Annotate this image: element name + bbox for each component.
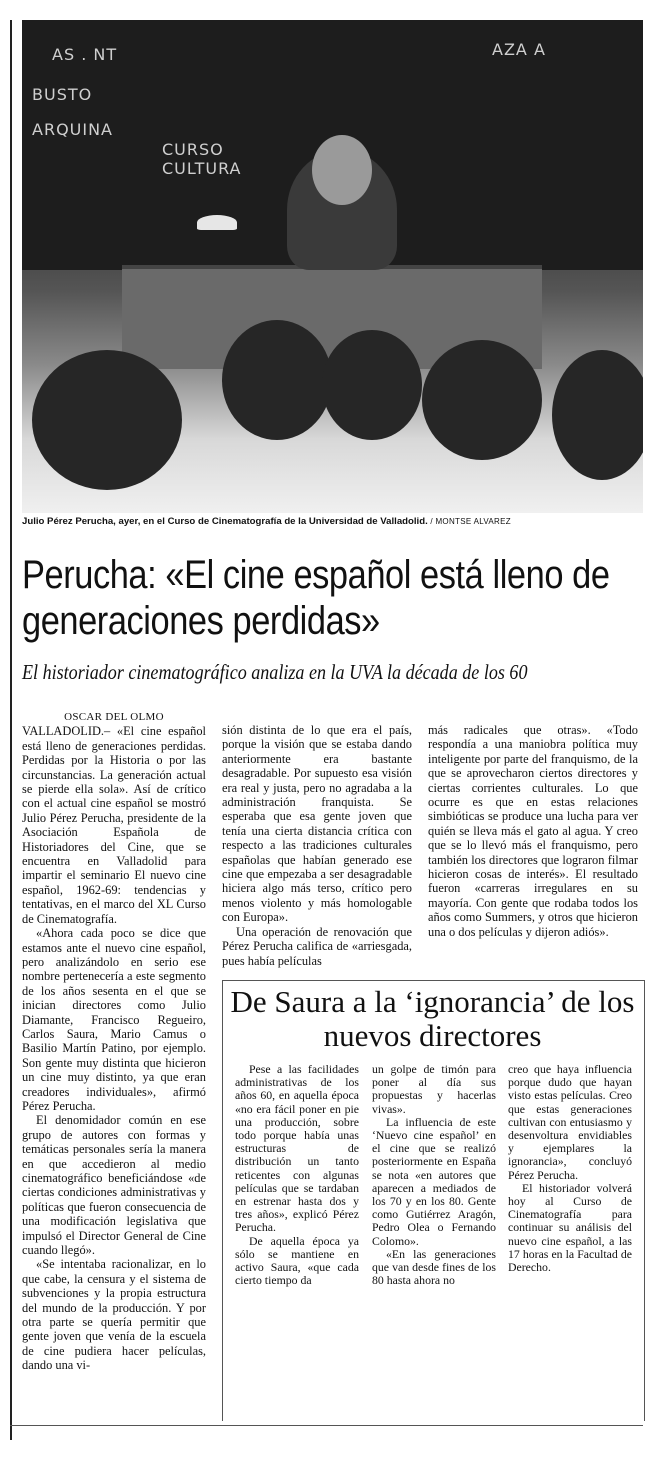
- sidebar-title: De Saura a la ‘ignorancia’ de los nuevos directores: [230, 984, 635, 1053]
- chalk-writing-1: AS . NT: [52, 45, 118, 64]
- chalk-writing-4: CURSO CULTURA: [162, 140, 242, 178]
- paragraph: «Se intentaba racionalizar, en lo que cabe, la censura y el sistema de subvenciones y la propia estructura del mundo de la producción. Y por otra parte se quería permitir que gente joven que venía de la escuela de cine pudiera hacer películas, dando una vi-: [22, 1257, 206, 1373]
- audience-head: [322, 330, 422, 440]
- chalk-writing-3: ARQUINA: [32, 120, 113, 139]
- chalk-writing-5: AZA A: [492, 40, 546, 59]
- article-column-3: [428, 723, 638, 939]
- audience-head: [222, 320, 332, 440]
- speaker-head: [312, 135, 372, 205]
- paragraph: Una operación de renovación que Pérez Perucha califica de «arriesgada, pues había películas: [222, 924, 412, 968]
- audience-head: [32, 350, 182, 490]
- paragraph: más radicales que otras». «Todo respondía a una maniobra política muy inteligente por parte del franquismo, de la que se aprovecharon ciertos directores y ciertas corrientes culturales. Lo que ocurre es que en estas relaciones simbióticas se produce una lucha para ver quién se lleva más el gato al agua. Y creo que se lo llevó más el franquismo, pero también los directores que lograron filmar hicieron cosas de interés». El resultado fueron «carreras irregulares en su mayoría. Con gente que rodaba todos los años como Summers, y otros que hicieron una o dos películas y dijeron adiós».: [428, 723, 638, 939]
- paragraph: De aquella época ya sólo se mantiene en activo Saura, «que cada cierto tiempo da: [235, 1233, 359, 1288]
- left-column-rule: [10, 20, 12, 1440]
- paragraph: Pese a las facilidades administrativas de los años 60, en aquella época «no era fácil poner en pie una producción, sobre todo porque había unas estructuras de distribución un tanto reticentes con algunas películas que se tardaban en estrenar hasta dos y tres años», explicó Pérez Perucha.: [235, 1062, 359, 1235]
- sidebar-column-1: [235, 1063, 359, 1287]
- chalk-writing-2: BUSTO: [32, 85, 93, 104]
- news-photo: [22, 20, 643, 513]
- audience-head: [422, 340, 542, 460]
- subheadline: El historiador cinematográfico analiza en la UVA la década de los 60: [22, 660, 528, 684]
- article-column-2: [222, 723, 412, 968]
- paragraph: creo que haya influencia porque dudo que hayan visto estas películas. Creo que estas generaciones cultivan con entusiasmo y desenvoltura envidiables y ejemplares la ignorancia», concluyó Pérez Perucha.: [508, 1062, 632, 1182]
- desk-lamp: [197, 215, 237, 230]
- paragraph: La influencia de este ‘Nuevo cine español’ en el cine que se realizó posteriormente en España se nota «en autores que aparecen a mediados de los 70 y en los 80. Gente como Gutiérrez Aragón, Pedro Olea o Fernando Colomo».: [372, 1114, 496, 1248]
- audience-head: [552, 350, 643, 480]
- bottom-rule: [10, 1425, 643, 1426]
- paragraph: El historiador volverá hoy al Curso de Cinematografía para continuar su análisis del nuevo cine español, a las 17 horas en la Facultad de Derecho.: [508, 1180, 632, 1275]
- paragraph: un golpe de timón para poner al día sus propuestas y hacerlas vivas».: [372, 1062, 496, 1116]
- photo-credit: / MONTSE ALVAREZ: [430, 517, 511, 526]
- article-column-1: [22, 710, 206, 1373]
- paragraph: sión distinta de lo que era el país, porque la visión que se estaba dando anteriormente era bastante desagradable. Por supuesto esa visión era real y justa, pero no agradaba a la administración franquista. Se esperaba que esa gente joven que tenía una cierta distancia crítica con respecto a las tradiciones culturales españolas que habían generado ese cine que empezaba a ser desagradable hiciera algo más terso, crítico pero menos violento y más homologable con Europa».: [222, 723, 412, 925]
- caption-text: Julio Pérez Perucha, ayer, en el Curso de Cinematografía de la Universidad de Valladolid.: [22, 516, 428, 527]
- sidebar-column-2: [372, 1063, 496, 1287]
- paragraph: El denomidador común en ese grupo de autores con formas y temáticas personales sería la manera en que accedieron al medio cinematográfico beneficiándose «de ciertas condiciones administrativas y políticas que fueron consecuencia de una modificación legislativa que impulsó el Director General de Cine cuando llegó».: [22, 1113, 206, 1258]
- headline: Perucha: «El cine español está lleno de generaciones perdidas»: [22, 553, 610, 643]
- paragraph: «Ahora cada poco se dice que estamos ante el nuevo cine español, pero analizándolo en serio ese nombre pertenecería a este segmento de los años sesenta en el que se inician directores como Julio Diamante, Francisco Regueiro, Carlos Saura, Mario Camus o Basilio Martín Patino, por ejemplo. Son gente muy distinta que hicieron un cine muy distinto, ya que eran creadores individuales», afirmó Pérez Perucha.: [22, 926, 206, 1113]
- photo-caption: [22, 516, 643, 527]
- byline: OSCAR DEL OLMO: [64, 711, 164, 723]
- sidebar-column-3: [508, 1063, 632, 1274]
- paragraph: «En las generaciones que van desde fines de los 80 hasta ahora no: [372, 1246, 496, 1288]
- paragraph: VALLADOLID.– «El cine español está lleno de generaciones perdidas. Perdidas por la Historia o por las circunstancias. La generación actual se pierde ella sola». Así de crítico con el actual cine español se mostró Julio Pérez Perucha, presidente de la Asociación Española de Historiadores del Cine, que se encuentra en Valladolid para impartir el seminario El nuevo cine español, 1962-69: tendencias y tentativas, en el marco del XL Curso de Cinematografía.: [22, 724, 206, 926]
